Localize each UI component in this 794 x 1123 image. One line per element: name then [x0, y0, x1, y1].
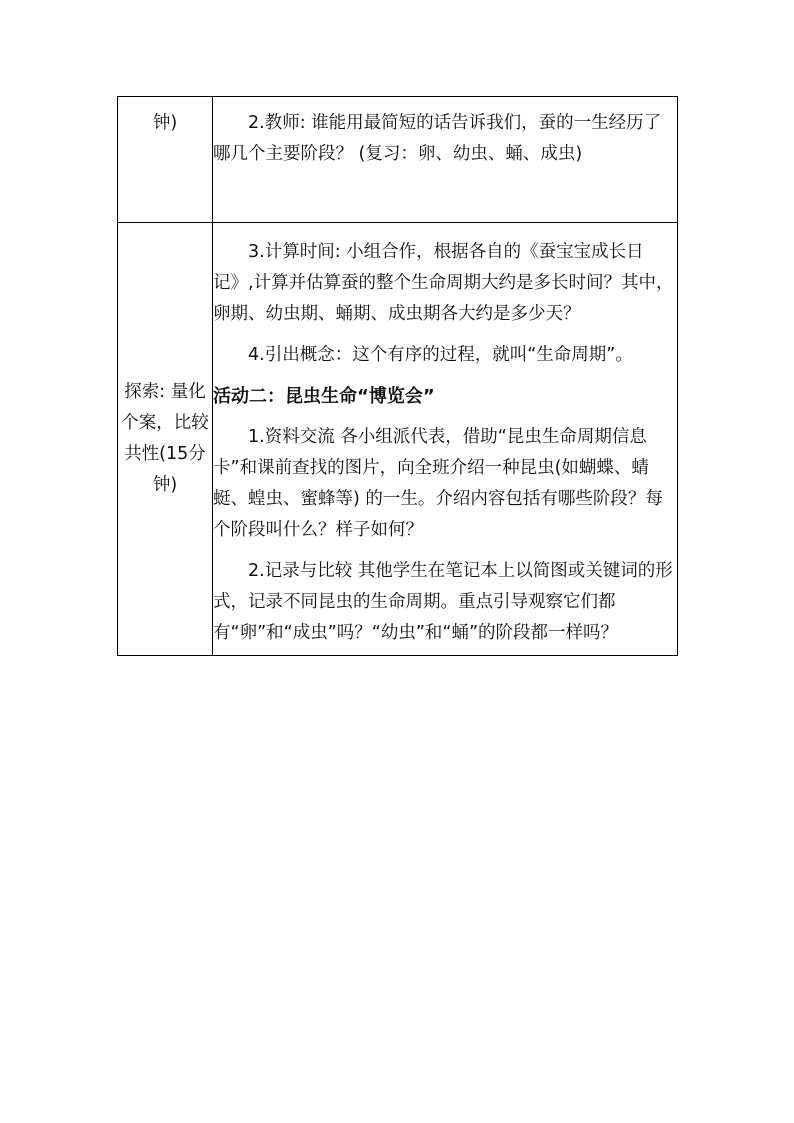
- table-row: [118, 223, 678, 656]
- content-cell: [213, 97, 678, 223]
- paragraph: 2.记录与比较 其他学生在笔记本上以简图或关键词的形式，记录不同昆虫的生命周期。重点引导观察它们都有“卵”和“成虫”吗？“幼虫”和“蛹”的阶段都一样吗？: [213, 561, 673, 643]
- paragraph: 1.资料交流 各小组派代表，借助“昆虫生命周期信息卡”和课前查找的图片，向全班介绍一种昆虫(如蝴蝶、蜻蜓、蝗虫、蜜蜂等) 的一生。介绍内容包括有哪些阶段？每个阶段叫什么？样子如何？: [213, 427, 663, 540]
- activity-heading: 活动二：昆虫生命“博览会”: [213, 386, 435, 407]
- stage-label: 钟): [152, 113, 178, 133]
- content-cell: [213, 223, 678, 656]
- table-row: [118, 97, 678, 223]
- stage-label: 探索: 量化个案，比较共性(15分钟): [121, 382, 209, 495]
- paragraph: 3.计算时间: 小组合作，根据各自的《蚕宝宝成长日记》,计算并估算蚕的整个生命周期大约是多长时间？其中，卵期、幼虫期、蛹期、成虫期各大约是多少天？: [213, 242, 674, 324]
- lesson-plan-table: [117, 96, 678, 656]
- stage-cell: [118, 97, 213, 223]
- paragraph: 4.引出概念：这个有序的过程，就叫“生命周期”。: [248, 345, 633, 365]
- paragraph: 2.教师: 谁能用最简短的话告诉我们，蚕的一生经历了哪几个主要阶段？ (复习：卵、幼虫、蛹、成虫): [213, 113, 662, 164]
- stage-cell: [118, 223, 213, 656]
